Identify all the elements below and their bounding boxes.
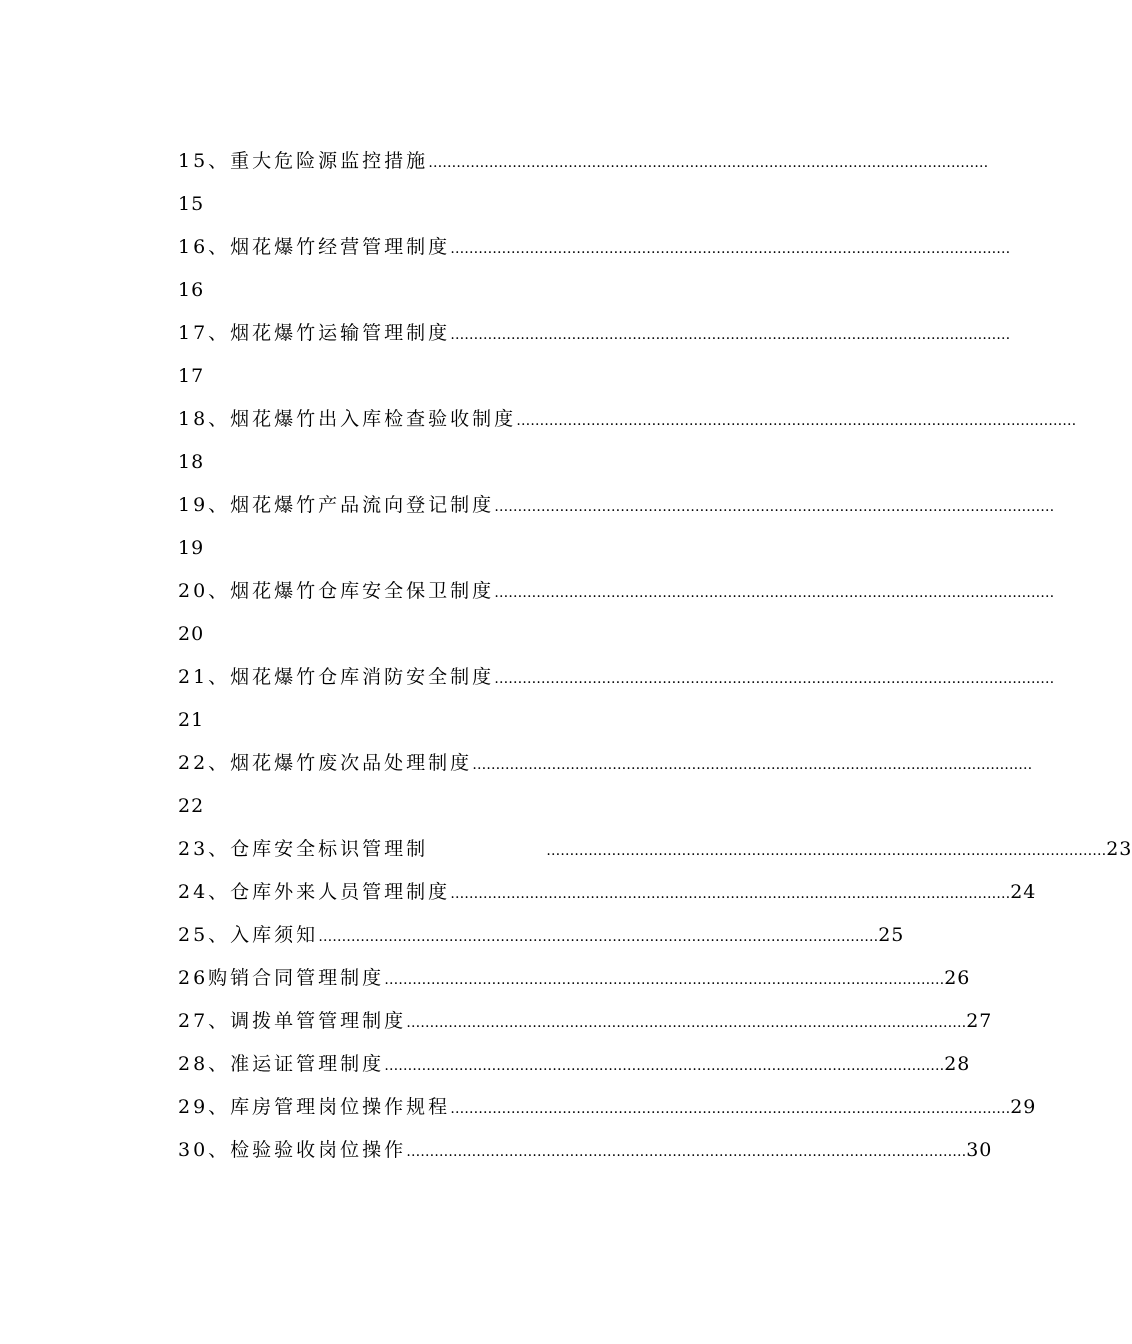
toc-entry-page-line xyxy=(178,527,814,570)
leader-dots: ………………………………………………………………………………………………………… xyxy=(384,1058,945,1074)
leader-dots: ………………………………………………………………………………………………………… xyxy=(450,241,1011,257)
toc-entry-page: 28 xyxy=(944,1053,971,1075)
toc-entry-page: 25 xyxy=(878,924,905,946)
toc-entry-title-line[interactable] xyxy=(178,570,1055,613)
toc-entry-title-line[interactable] xyxy=(178,742,1033,785)
toc-entry-title-line[interactable] xyxy=(178,398,1077,441)
toc-entry[interactable] xyxy=(178,957,971,1000)
toc-entry-title-line[interactable] xyxy=(178,484,1055,527)
toc-entry-title: 15、重大危险源监控措施 xyxy=(178,150,429,172)
toc-entry-title: 26购销合同管理制度 xyxy=(178,967,385,989)
toc-entry-page: 23 xyxy=(1106,838,1132,860)
leader-dots: ………………………………………………………………………………………………………… xyxy=(472,757,1033,773)
table-of-contents xyxy=(178,140,1132,1172)
leader-dots: ………………………………………………………………………………………………………… xyxy=(494,585,1055,601)
toc-entry-title: 29、库房管理岗位操作规程 xyxy=(178,1096,451,1118)
toc-entry-title: 27、调拨单管管理制度 xyxy=(178,1010,407,1032)
toc-entry-page: 17 xyxy=(178,365,205,387)
toc-entry-page: 21 xyxy=(178,709,205,731)
toc-entry-page: 24 xyxy=(1010,881,1037,903)
leader-dots: ………………………………………………………………………………………………………… xyxy=(428,155,989,171)
toc-entry-title: 28、准运证管理制度 xyxy=(178,1053,385,1075)
toc-entry-page: 20 xyxy=(178,623,205,645)
toc-entry[interactable] xyxy=(178,1086,1037,1129)
leader-dots: ………………………………………………………………………………………………………… xyxy=(516,413,1077,429)
toc-entry-title: 25、入库须知 xyxy=(178,924,319,946)
toc-entry[interactable] xyxy=(178,1129,993,1172)
toc-entry-page-line xyxy=(178,183,814,226)
toc-entry-title: 16、烟花爆竹经营管理制度 xyxy=(178,236,451,258)
toc-entry-page-line xyxy=(178,441,814,484)
toc-entry-title: 24、仓库外来人员管理制度 xyxy=(178,881,451,903)
toc-entry-page: 30 xyxy=(966,1139,993,1161)
leader-dots: ………………………………………………………………………………………………………… xyxy=(546,843,1107,859)
toc-entry-title-line[interactable] xyxy=(178,312,1011,355)
toc-entry[interactable] xyxy=(178,828,1132,871)
toc-entry-page-line xyxy=(178,785,814,828)
leader-dots: ………………………………………………………………………………………………………… xyxy=(450,1101,1011,1117)
toc-entry-page: 26 xyxy=(944,967,971,989)
leader-dots: ………………………………………………………………………………………………………… xyxy=(406,1015,967,1031)
leader-dots: ………………………………………………………………………………………………………… xyxy=(494,671,1055,687)
toc-entry[interactable] xyxy=(178,1043,971,1086)
leader-dots: ………………………………………………………………………………………………………… xyxy=(450,886,1011,902)
toc-entry-title: 23、仓库安全标识管理制 xyxy=(178,838,429,860)
toc-entry-page: 16 xyxy=(178,279,205,301)
toc-entry-title: 17、烟花爆竹运输管理制度 xyxy=(178,322,451,344)
toc-entry-page: 22 xyxy=(178,795,205,817)
toc-entry-page: 15 xyxy=(178,193,205,215)
leader-dots: ………………………………………………………………………………………………………… xyxy=(318,929,879,945)
toc-entry-page: 19 xyxy=(178,537,205,559)
toc-entry-title: 18、烟花爆竹出入库检查验收制度 xyxy=(178,408,517,430)
toc-entry-page: 29 xyxy=(1010,1096,1037,1118)
toc-entry-title: 20、烟花爆竹仓库安全保卫制度 xyxy=(178,580,495,602)
toc-entry-title-line[interactable] xyxy=(178,140,989,183)
toc-entry-title: 21、烟花爆竹仓库消防安全制度 xyxy=(178,666,495,688)
toc-entry-title: 30、检验验收岗位操作 xyxy=(178,1139,407,1161)
toc-entry-page-line xyxy=(178,699,814,742)
leader-dots: ………………………………………………………………………………………………………… xyxy=(384,972,945,988)
toc-entry-title: 19、烟花爆竹产品流向登记制度 xyxy=(178,494,495,516)
leader-dots: ………………………………………………………………………………………………………… xyxy=(494,499,1055,515)
toc-entry-title-line[interactable] xyxy=(178,656,1055,699)
toc-entry-title-line[interactable] xyxy=(178,226,1011,269)
toc-entry[interactable] xyxy=(178,914,905,957)
toc-entry-page: 18 xyxy=(178,451,205,473)
toc-entry-title: 22、烟花爆竹废次品处理制度 xyxy=(178,752,473,774)
toc-entry[interactable] xyxy=(178,871,1037,914)
toc-entry-page: 27 xyxy=(966,1010,993,1032)
toc-entry-page-line xyxy=(178,269,814,312)
toc-entry-page-line xyxy=(178,355,814,398)
leader-dots: ………………………………………………………………………………………………………… xyxy=(406,1144,967,1160)
leader-dots: ………………………………………………………………………………………………………… xyxy=(450,327,1011,343)
toc-entry-page-line xyxy=(178,613,814,656)
toc-entry[interactable] xyxy=(178,1000,993,1043)
